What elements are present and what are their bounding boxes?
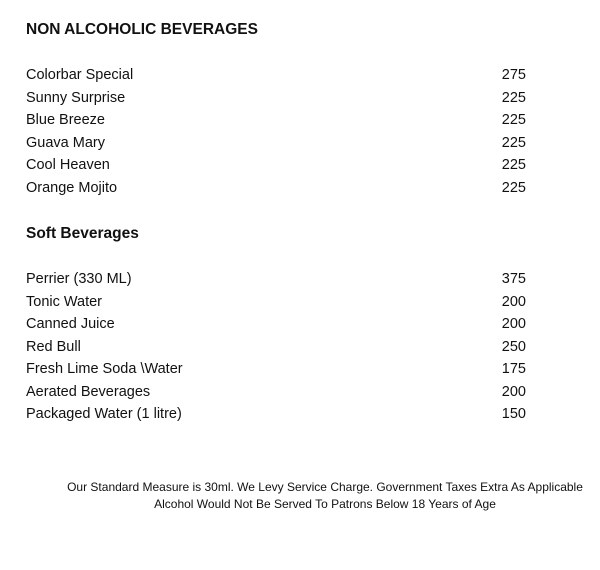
menu-item bbox=[26, 269, 526, 292]
item-price: 225 bbox=[501, 134, 526, 151]
item-name: Aerated Beverages bbox=[26, 383, 151, 400]
menu-item bbox=[26, 292, 526, 315]
item-name: Perrier (330 ML) bbox=[26, 271, 132, 287]
item-price: 375 bbox=[501, 271, 526, 287]
item-price: 225 bbox=[501, 112, 526, 128]
section-title-non-alcoholic: NON ALCOHOLIC BEVERAGES bbox=[26, 21, 258, 38]
item-price: 175 bbox=[501, 361, 526, 377]
menu-list-non-alcoholic bbox=[26, 65, 526, 200]
menu-item bbox=[26, 133, 526, 156]
item-price: 275 bbox=[501, 67, 526, 83]
item-price: 225 bbox=[501, 179, 526, 196]
item-name: Tonic Water bbox=[26, 293, 103, 310]
item-price: 200 bbox=[501, 383, 526, 400]
menu-item bbox=[26, 178, 526, 201]
item-name: Fresh Lime Soda \Water bbox=[26, 361, 183, 377]
item-name: Cool Heaven bbox=[26, 157, 110, 173]
menu-item bbox=[26, 88, 526, 111]
item-price: 250 bbox=[501, 338, 526, 355]
menu-item bbox=[26, 337, 526, 360]
footer-line-measure: Our Standard Measure is 30ml. We Levy Service Charge. Government Taxes Extra As Applicable bbox=[67, 480, 583, 494]
section-title-soft-beverages: Soft Beverages bbox=[26, 225, 139, 242]
footer-notice bbox=[0, 479, 600, 513]
item-name: Orange Mojito bbox=[26, 179, 118, 196]
item-price: 225 bbox=[501, 157, 526, 173]
menu-item bbox=[26, 155, 526, 178]
item-price: 200 bbox=[501, 316, 526, 332]
footer-line-age-policy: Alcohol Would Not Be Served To Patrons Below 18 Years of Age bbox=[154, 497, 496, 511]
item-name: Red Bull bbox=[26, 338, 81, 355]
menu-item bbox=[26, 404, 526, 427]
item-name: Guava Mary bbox=[26, 134, 105, 151]
item-name: Colorbar Special bbox=[26, 67, 134, 83]
item-price: 200 bbox=[501, 293, 526, 310]
item-price: 225 bbox=[501, 89, 526, 106]
item-price: 150 bbox=[501, 406, 526, 422]
menu-item bbox=[26, 382, 526, 405]
menu-item bbox=[26, 110, 526, 133]
item-name: Sunny Surprise bbox=[26, 89, 126, 106]
item-name: Packaged Water (1 litre) bbox=[26, 406, 182, 422]
menu-list-soft-beverages bbox=[26, 269, 526, 427]
menu-item bbox=[26, 65, 526, 88]
item-name: Canned Juice bbox=[26, 316, 115, 332]
menu-item bbox=[26, 359, 526, 382]
menu-item bbox=[26, 314, 526, 337]
item-name: Blue Breeze bbox=[26, 112, 105, 128]
